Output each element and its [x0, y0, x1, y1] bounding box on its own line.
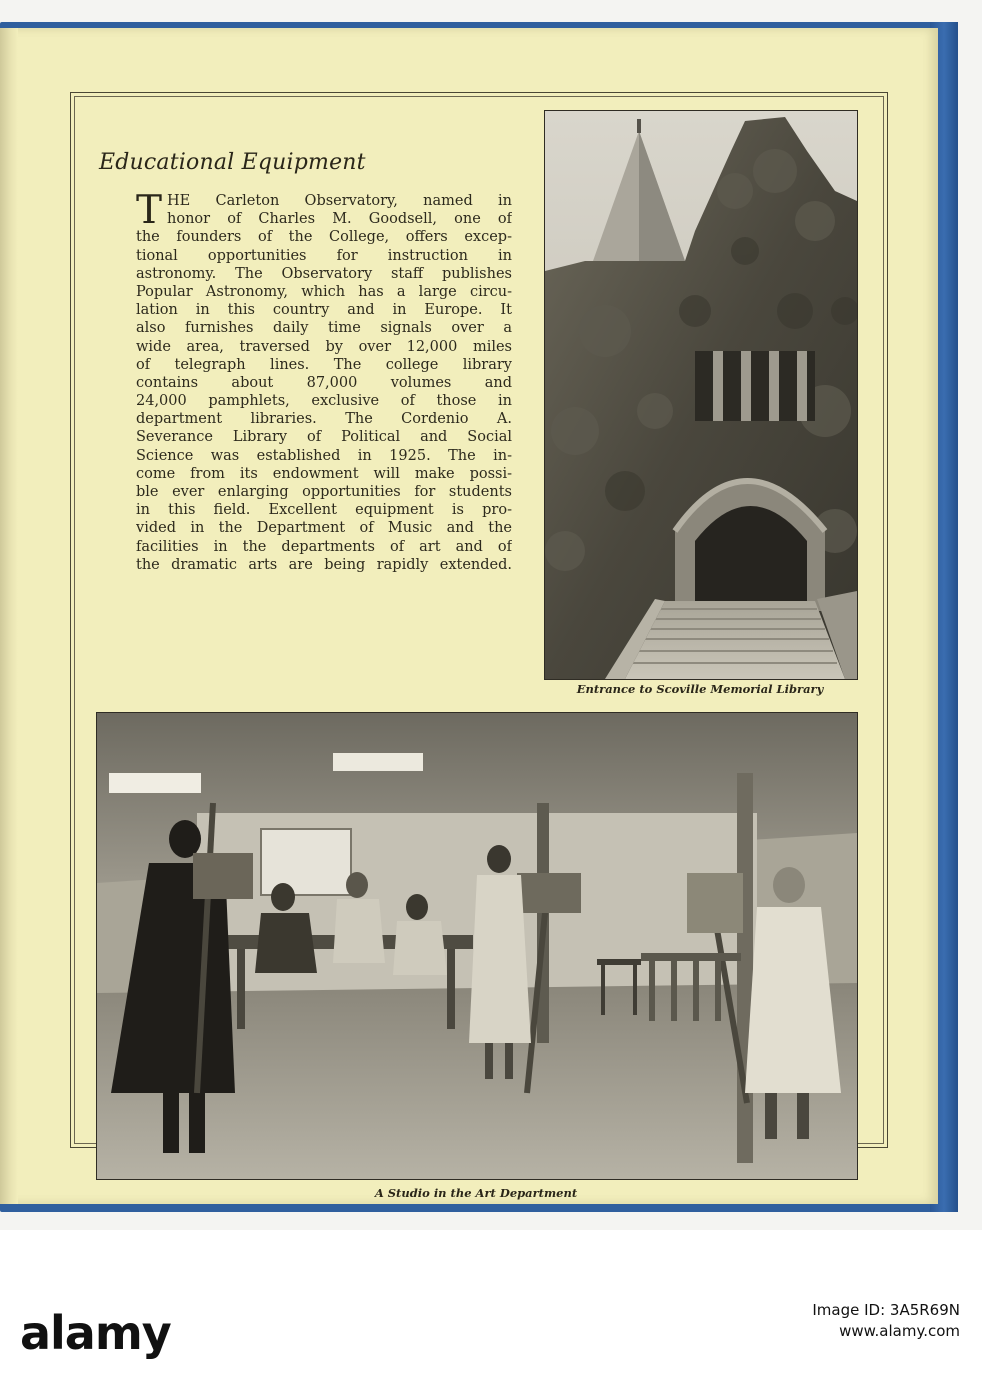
page-gutter	[0, 28, 18, 1204]
studio-photo-caption: A Studio in the Art Department	[374, 1186, 578, 1200]
body-line: wide area, traversed by over 12,000 miles	[136, 338, 512, 355]
body-line: the founders of the College, offers excep-	[136, 229, 512, 246]
body-line: astronomy. The Observatory staff publishes	[136, 265, 512, 282]
body-line: also furnishes daily time signals over a	[136, 320, 512, 337]
studio-photo-drawing	[97, 713, 857, 1179]
body-line: Popular Astronomy, which has a large circu-	[136, 283, 512, 300]
body-line: come from its endowment will make possi-	[136, 465, 512, 482]
library-photo-drawing	[545, 111, 857, 679]
watermark-meta	[812, 1300, 960, 1342]
drop-cap: T	[136, 188, 163, 233]
body-line: department libraries. The Cordenio A.	[136, 411, 512, 428]
body-line: in this field. Excellent equipment is pro-	[136, 502, 512, 519]
body-line: ble ever enlarging opportunities for students	[136, 484, 512, 500]
body-line: contains about 87,000 volumes and	[136, 374, 512, 391]
site-url-text: www.alamy.com	[839, 1322, 960, 1340]
body-line: facilities in the departments of art and of	[136, 538, 512, 555]
article-heading: Educational Equipment	[99, 150, 366, 175]
body-line: Severance Library of Political and Social	[136, 429, 512, 446]
article-body	[136, 188, 512, 574]
body-line: of telegraph lines. The college library	[136, 356, 512, 373]
body-line: vided in the Department of Music and the	[136, 520, 512, 537]
body-line: lation in this country and in Europe. It	[136, 302, 512, 319]
alamy-logo: alamy	[20, 1306, 171, 1360]
body-line: HE Carleton Observatory, named in	[167, 193, 512, 209]
body-line: honor of Charles M. Goodsell, one of	[167, 211, 512, 228]
library-entrance-photo	[544, 110, 858, 680]
image-id-text: Image ID: 3A5R69N	[812, 1301, 960, 1319]
library-photo-caption: Entrance to Scoville Memorial Library	[576, 682, 824, 696]
body-line: 24,000 pamphlets, exclusive of those in	[136, 393, 512, 410]
body-line: the dramatic arts are being rapidly extended.	[136, 556, 512, 573]
body-line: Science was established in 1925. The in-	[136, 447, 512, 464]
art-studio-photo	[96, 712, 858, 1180]
body-line: tional opportunities for instruction in	[136, 247, 512, 264]
